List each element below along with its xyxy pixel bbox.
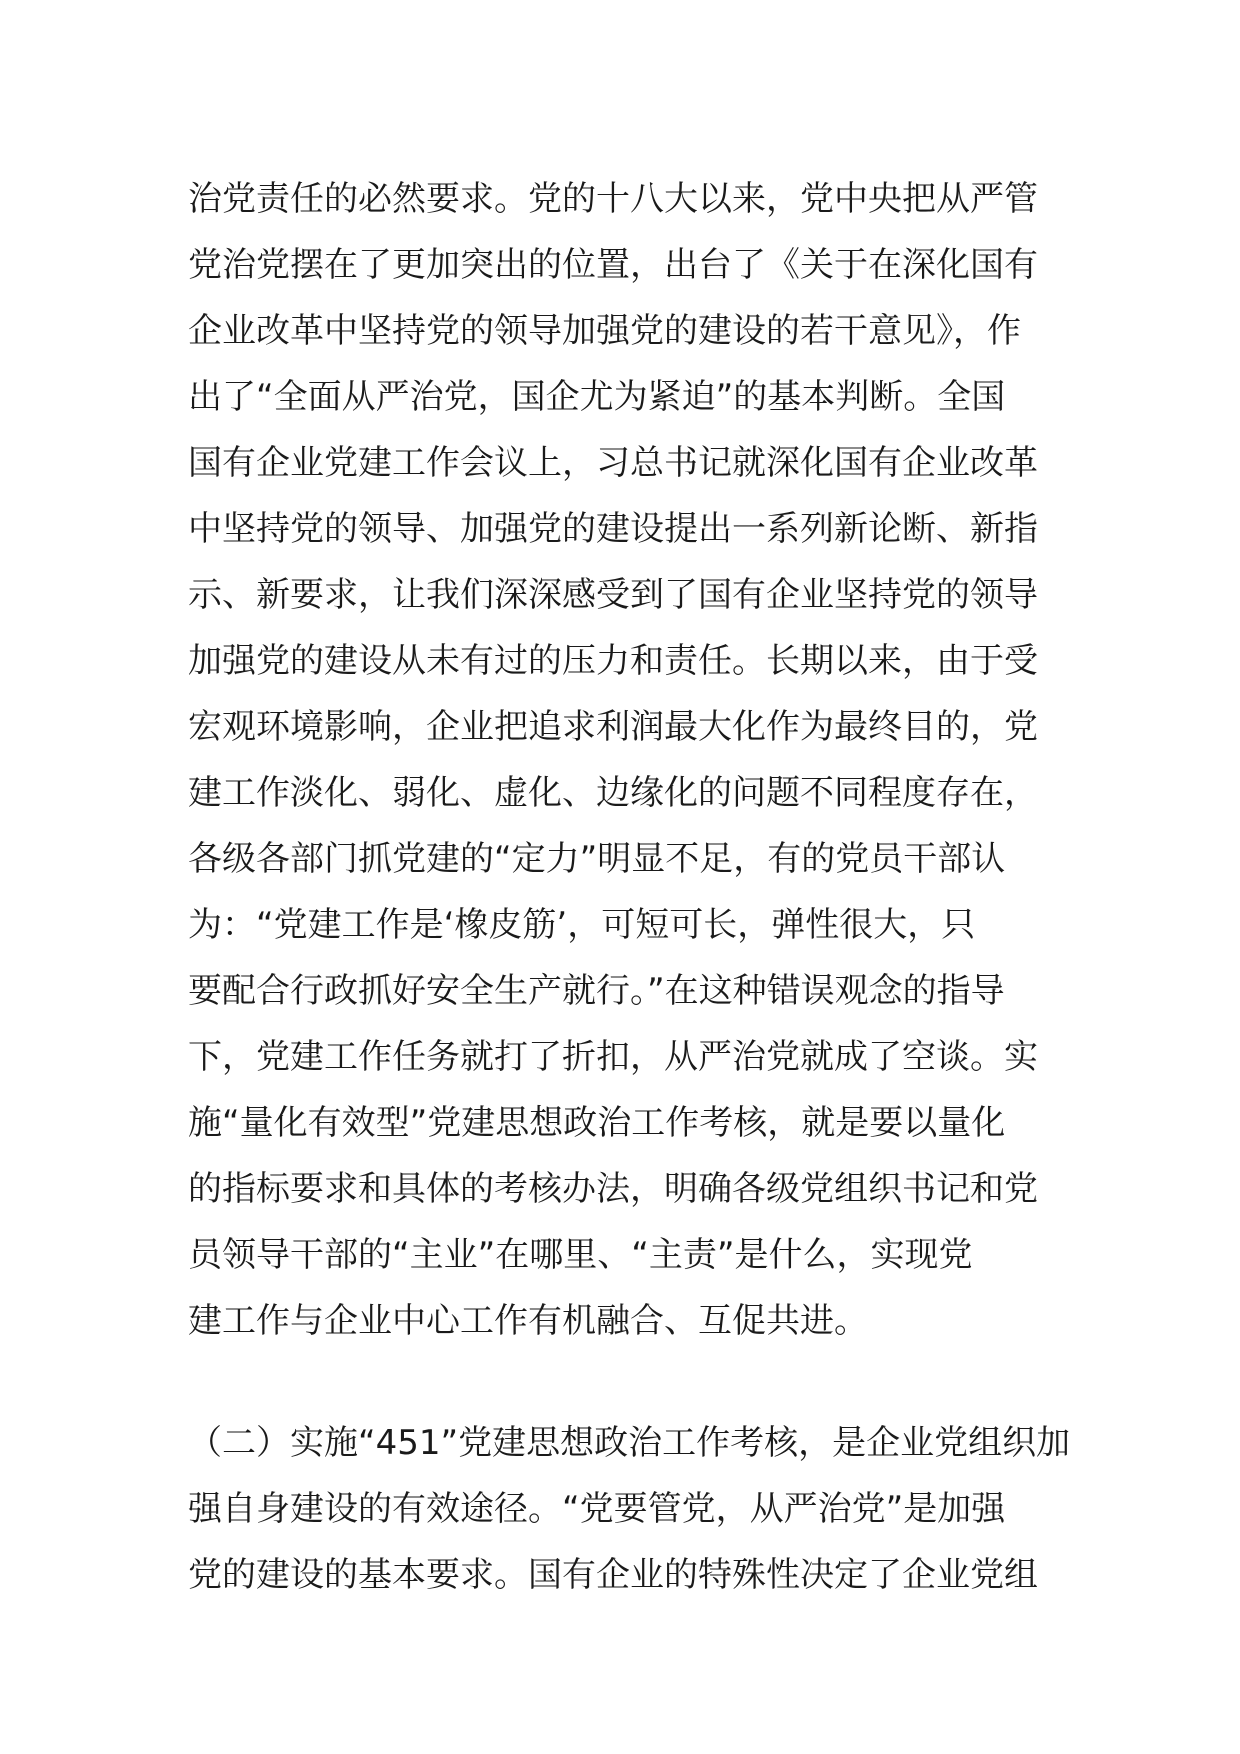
text-line: 示、新要求，让我们深深感受到了国有企业坚持党的领导 (188, 575, 1038, 615)
text-line: 企业改革中坚持党的领导加强党的建设的若干意见》，作 (188, 311, 1021, 351)
text-line: 的指标要求和具体的考核办法，明确各级党组织书记和党 (188, 1169, 1038, 1209)
text-line: 施“量化有效型”党建思想政治工作考核，就是要以量化 (188, 1103, 1006, 1143)
text-line: 建工作与企业中心工作有机融合、互促共进。 (188, 1301, 868, 1341)
text-line: 国有企业党建工作会议上，习总书记就深化国有企业改革 (188, 443, 1038, 483)
text-line: 加强党的建设从未有过的压力和责任。长期以来，由于受 (188, 641, 1038, 681)
text-line: 党的建设的基本要求。国有企业的特殊性决定了企业党组 (188, 1555, 1038, 1595)
paragraph-2 (188, 1410, 1071, 1608)
text-line: 各级各部门抓党建的“定力”明显不足，有的党员干部认 (188, 839, 1006, 879)
text-line: 员领导干部的“主业”在哪里、“主责”是什么，实现党 (188, 1235, 973, 1275)
text-line: 党治党摆在了更加突出的位置，出台了《关于在深化国有 (188, 245, 1038, 285)
text-line: （二）实施“451”党建思想政治工作考核，是企业党组织加 (188, 1423, 1071, 1463)
text-line: 要配合行政抓好安全生产就行。”在这种错误观念的指导 (188, 971, 1005, 1011)
text-line: 为：“党建工作是‘橡皮筋’，可短可长，弹性很大，只 (188, 905, 976, 945)
paragraph-1 (188, 166, 1058, 1354)
text-line: 下，党建工作任务就打了折扣，从严治党就成了空谈。实 (188, 1037, 1038, 1077)
text-line: 建工作淡化、弱化、虚化、边缘化的问题不同程度存在， (188, 773, 1038, 813)
text-line: 宏观环境影响，企业把追求利润最大化作为最终目的，党 (188, 707, 1038, 747)
text-line: 出了“全面从严治党，国企尤为紧迫”的基本判断。全国 (188, 377, 1006, 417)
text-line: 中坚持党的领导、加强党的建设提出一系列新论断、新指 (188, 509, 1038, 549)
text-line: 治党责任的必然要求。党的十八大以来，党中央把从严管 (188, 179, 1038, 219)
text-line: 强自身建设的有效途径。“党要管党，从严治党”是加强 (188, 1489, 1006, 1529)
